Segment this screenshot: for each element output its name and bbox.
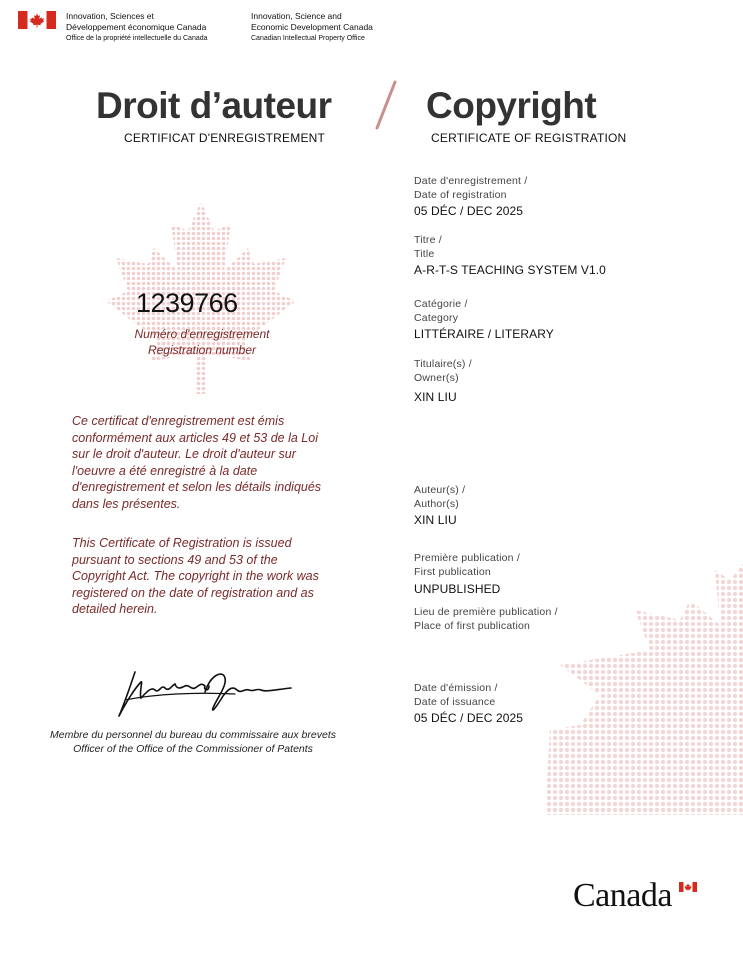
title-english: Copyright <box>426 85 597 126</box>
field-label-en: Place of first publication <box>414 620 531 632</box>
field-date-of-registration <box>414 174 714 219</box>
field-place-of-first-publication <box>414 605 714 634</box>
field-label-fr: Lieu de première publication / <box>414 606 558 618</box>
field-label-fr: Titre / <box>414 234 442 246</box>
field-label-en: Title <box>414 248 435 260</box>
field-value: LITTÉRAIRE / LITERARY <box>414 327 554 341</box>
title-french: Droit d’auteur <box>96 85 332 126</box>
canada-flag-icon <box>18 11 56 29</box>
field-label-fr: Date d'enregistrement / <box>414 175 528 187</box>
field-value: A-R-T-S TEACHING SYSTEM V1.0 <box>414 263 606 277</box>
field-label-fr: Première publication / <box>414 552 520 564</box>
header-left-line3: Office de la propriété intellectuelle du Canada <box>66 35 208 42</box>
signature-caption-en: Officer of the Office of the Commissioner of Patents <box>73 743 313 755</box>
field-value: XIN LIU <box>414 513 457 527</box>
header-department-en <box>251 11 431 45</box>
field-label-fr: Date d'émission / <box>414 682 498 694</box>
subtitle-english: CERTIFICATE OF REGISTRATION <box>431 131 627 145</box>
field-value: 05 DÉC / DEC 2025 <box>414 711 524 725</box>
field-title <box>414 233 714 278</box>
field-label-en: First publication <box>414 566 491 578</box>
header-right-line1: Innovation, Science and <box>251 11 342 21</box>
canada-wordmark-flag-icon <box>679 882 697 892</box>
field-label-fr: Catégorie / <box>414 298 468 310</box>
header-left-line1: Innovation, Sciences et <box>66 11 154 21</box>
field-value: 05 DÉC / DEC 2025 <box>414 204 524 218</box>
subtitle-french: CERTIFICAT D'ENREGISTREMENT <box>124 131 326 145</box>
field-authors <box>414 483 714 528</box>
header-left-line2: Développement économique Canada <box>66 21 207 32</box>
field-first-publication <box>414 551 714 597</box>
field-label-fr: Auteur(s) / <box>414 484 466 496</box>
signature-caption <box>40 728 346 756</box>
field-label-en: Category <box>414 312 459 324</box>
field-value: UNPUBLISHED <box>414 582 501 596</box>
canada-wordmark: Canada <box>573 877 672 914</box>
header-department-fr <box>66 11 246 45</box>
registration-number-label <box>92 326 312 358</box>
registration-label-fr: Numéro d'enregistrement <box>134 327 270 341</box>
field-label-fr: Titulaire(s) / <box>414 358 472 370</box>
field-label-en: Date of issuance <box>414 696 496 708</box>
registration-label-en: Registration number <box>147 343 257 357</box>
legal-statement-fr: Ce certificat d'enregistrement est émis conformément aux articles 49 et 53 de la Loi sur le droit d'auteur. Le droit d'auteur sur l'oeuvre a été enregistré à la date d'enregistrement et selon les détails indiqués dans les présentes. <box>72 414 322 511</box>
officer-signature-icon <box>105 664 295 722</box>
field-label-en: Owner(s) <box>414 372 459 384</box>
field-label-en: Date of registration <box>414 189 507 201</box>
field-category <box>414 297 714 342</box>
title-divider-slash <box>374 80 398 130</box>
field-value: XIN LIU <box>414 390 457 404</box>
field-owners <box>414 357 714 405</box>
header-right-line3: Canadian Intellectual Property Office <box>251 35 365 42</box>
signature-caption-fr: Membre du personnel du bureau du commissaire aux brevets <box>50 729 336 741</box>
registration-number: 1239766 <box>136 288 238 318</box>
legal-statement-en: This Certificate of Registration is issued pursuant to sections 49 and 53 of the Copyright Act. The copyright in the work was registered on the date of registration and as detailed herein. <box>72 536 319 616</box>
field-date-of-issuance <box>414 681 714 726</box>
header-right-line2: Economic Development Canada <box>251 21 373 32</box>
field-label-en: Author(s) <box>414 498 459 510</box>
